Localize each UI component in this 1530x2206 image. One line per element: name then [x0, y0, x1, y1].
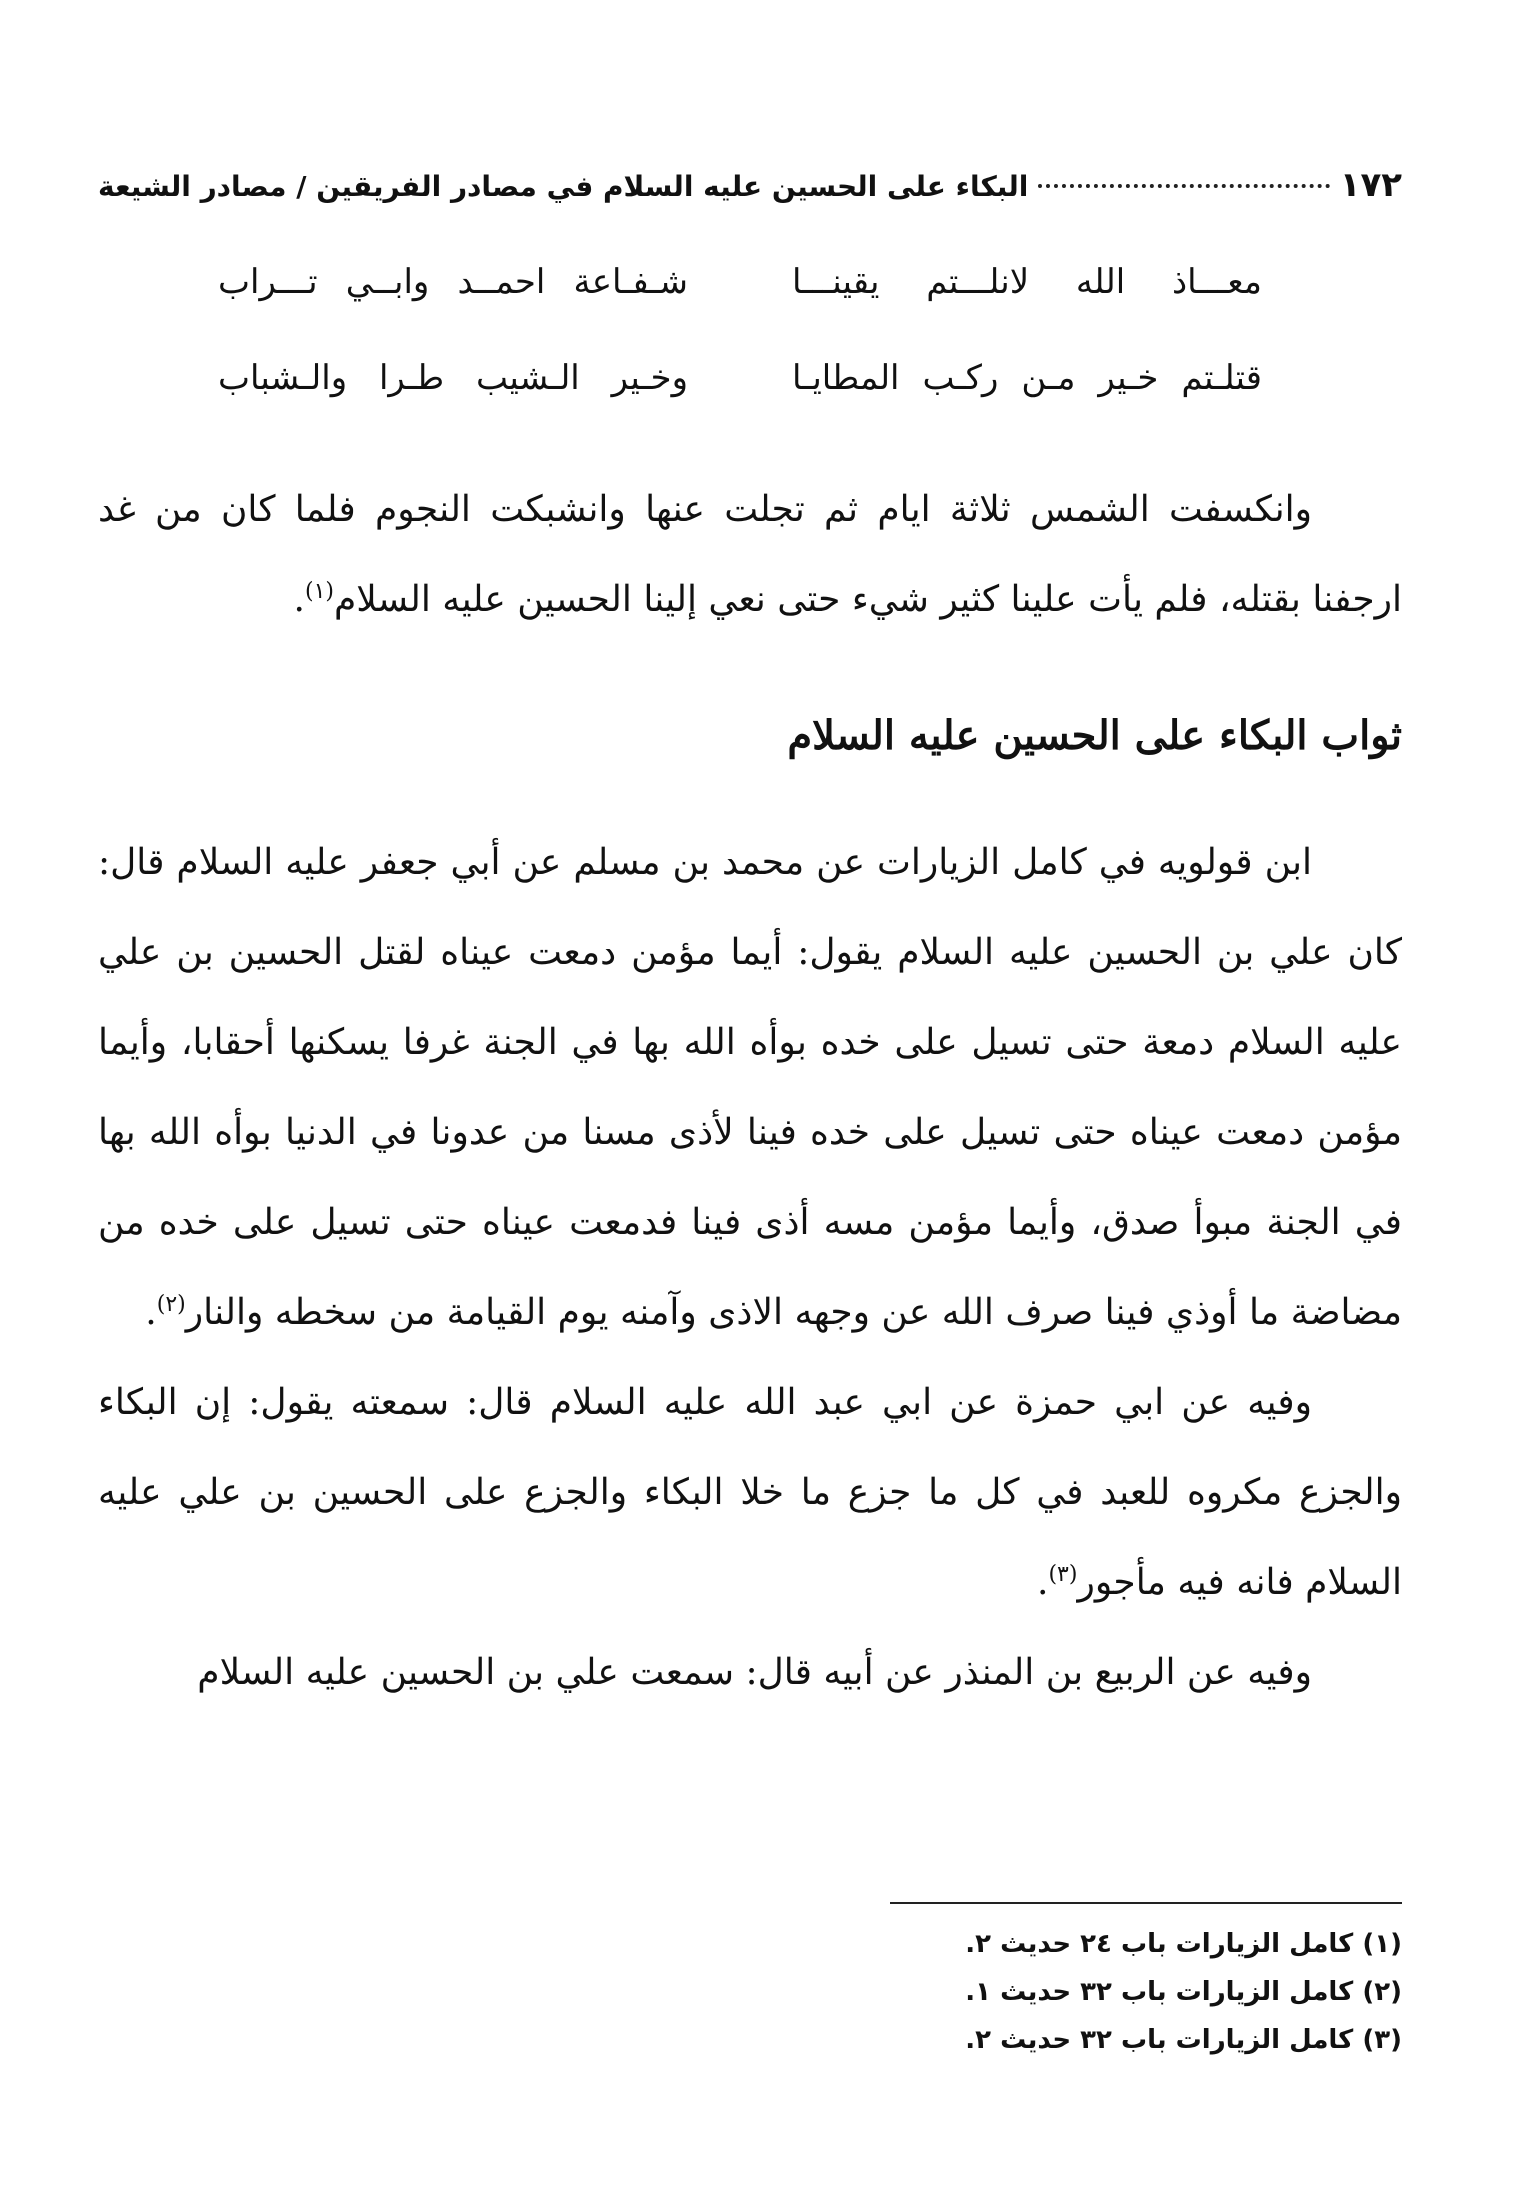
paragraph-text: ابن قولويه في كامل الزيارات عن محمد بن مسلم عن أبي جعفر عليه السلام قال: كان علي بن الحسين عليه السلام يقول: أيما مؤمن دمعت عيناه لقتل الحسين بن علي عليه السلام دمعة حتى تسيل على خده بوأه الله بها في الجنة غرفا يسكنها أحقابا، وأيما مؤمن دمعت عيناه حتى تسيل على خده فينا لأذى مسنا من عدونا في الدنيا بوأه الله بها في الجنة مبوأ صدق، وأيما مؤمن مسه أذى فينا فدمعت عيناه حتى تسيل على خده من مضاضة ما أوذي فينا صرف الله عن وجهه الاذى وآمنه يوم القيامة من سخطه والنار	[98, 842, 1402, 1333]
footnote-marker: (٣)	[1048, 1562, 1078, 1587]
paragraph	[98, 465, 1402, 645]
paragraph-end: .	[1036, 1562, 1049, 1603]
verse-second-hemistich: وخـير الـشيب طـرا والـشباب	[218, 358, 688, 398]
verse-second-hemistich: شـفـاعة احمــد وابــي تـــراب	[218, 262, 688, 302]
paragraph-text: وفيه عن الربيع بن المنذر عن أبيه قال: سمعت علي بن الحسين عليه السلام	[197, 1652, 1312, 1693]
paragraph	[98, 818, 1402, 1358]
paragraph	[98, 1358, 1402, 1628]
footnote-divider	[890, 1902, 1402, 1904]
paragraph	[98, 1628, 1402, 1718]
running-title: البكاء على الحسين عليه السلام في مصادر الفريقين / مصادر الشيعة	[98, 170, 1029, 203]
running-header	[98, 165, 1402, 205]
paragraph-text: وفيه عن ابي حمزة عن ابي عبد الله عليه السلام قال: سمعته يقول: إن البكاء والجزع مكروه للعبد في كل ما جزع ما خلا البكاء والجزع على الحسين بن علي عليه السلام فانه فيه مأجور	[98, 1382, 1402, 1603]
footnotes	[600, 1920, 1402, 2064]
page-number: ١٧٢	[1339, 165, 1402, 205]
poem-verses	[0, 262, 1530, 454]
section-heading: ثواب البكاء على الحسين عليه السلام	[787, 712, 1402, 759]
dotted-leader	[1038, 184, 1329, 188]
footnote-marker: (١)	[304, 579, 334, 604]
footnote-marker: (٢)	[156, 1292, 186, 1317]
footnote: (١) كامل الزيارات باب ٢٤ حديث ٢.	[965, 1929, 1402, 1959]
footnote: (٣) كامل الزيارات باب ٣٢ حديث ٢.	[965, 2025, 1402, 2055]
verse-row	[0, 262, 1530, 358]
verse-first-hemistich: قتلـتم خـير مـن ركـب المطايـا	[792, 358, 1262, 398]
paragraph-end: .	[145, 1292, 157, 1333]
intro-paragraph-block	[98, 465, 1402, 645]
verse-row	[0, 358, 1530, 454]
main-text-block	[98, 818, 1402, 1718]
paragraph-end: .	[293, 579, 305, 620]
footnote: (٢) كامل الزيارات باب ٣٢ حديث ١.	[965, 1977, 1402, 2007]
paragraph-text: وانكسفت الشمس ثلاثة ايام ثم تجلت عنها وانشبكت النجوم فلما كان من غد ارجفنا بقتله، فلم يأت علينا كثير شيء حتى نعي إلينا الحسين عليه السلام	[98, 489, 1402, 620]
verse-first-hemistich: معـــاذ الله لانلـــتم يقينـــا	[792, 262, 1262, 302]
